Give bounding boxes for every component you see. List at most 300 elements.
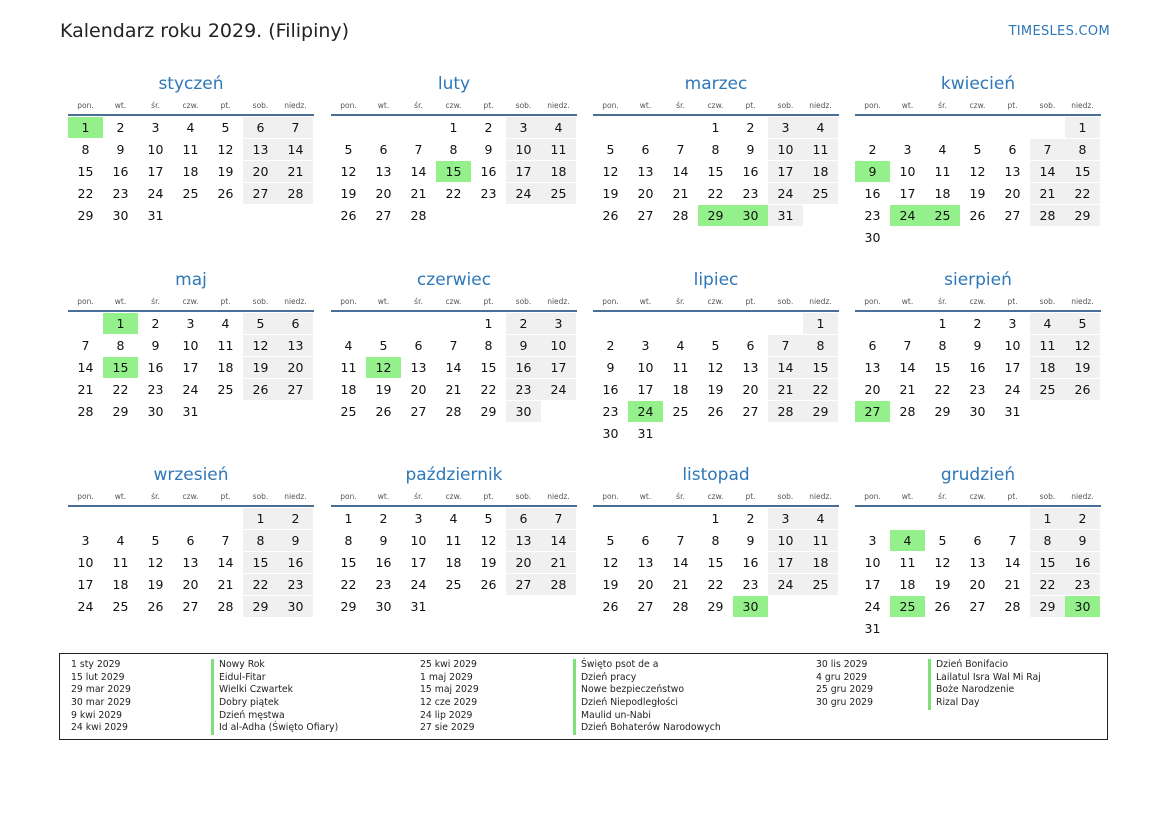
legend-holiday-name: Lailatul Isra Wal Mi Raj	[928, 672, 1041, 685]
day-cell: 16	[742, 555, 759, 570]
empty-day-cell	[803, 596, 838, 617]
day-cell: 19	[602, 186, 619, 201]
holiday-day-cell: 1	[103, 313, 138, 334]
day-cell: 6	[1008, 142, 1017, 157]
week-row	[855, 508, 1101, 529]
day-cell: 1	[484, 316, 493, 331]
empty-day-cell	[890, 117, 925, 138]
weekday-label: sob.	[777, 101, 794, 110]
weekday-label: wt.	[114, 101, 127, 110]
empty-day-cell	[890, 227, 925, 248]
day-cell: 9	[746, 533, 755, 548]
day-cell: 22	[445, 186, 462, 201]
weekday-label: pon.	[602, 492, 619, 501]
day-cell: 3	[414, 511, 423, 526]
weekday-header	[855, 295, 1101, 312]
empty-day-cell	[68, 508, 103, 529]
day-cell: 3	[541, 313, 576, 334]
day-cell: 20	[637, 577, 654, 592]
empty-day-cell	[471, 596, 506, 617]
day-cell: 26	[147, 599, 164, 614]
day-cell: 4	[449, 511, 458, 526]
day-cell: 5	[938, 533, 947, 548]
weekday-label: wt.	[114, 297, 127, 306]
day-cell: 27	[278, 379, 313, 400]
weekday-header	[68, 295, 314, 312]
holiday-day-cell: 25	[890, 596, 925, 617]
day-cell: 13	[182, 555, 199, 570]
empty-day-cell	[1030, 227, 1065, 248]
day-cell: 17	[147, 164, 164, 179]
day-cell: 15	[243, 552, 278, 573]
empty-day-cell	[593, 508, 628, 529]
day-cell: 21	[278, 161, 313, 182]
day-cell: 21	[217, 577, 234, 592]
weekday-label: śr.	[938, 492, 947, 501]
day-cell: 23	[742, 186, 759, 201]
day-cell: 3	[768, 508, 803, 529]
holiday-day-cell: 15	[103, 357, 138, 378]
day-cell: 15	[707, 555, 724, 570]
day-cell: 24	[147, 186, 164, 201]
weekday-label: czw.	[445, 297, 462, 306]
empty-day-cell	[366, 117, 401, 138]
day-cell: 25	[182, 186, 199, 201]
day-cell: 6	[379, 142, 388, 157]
week-row	[331, 357, 577, 378]
day-cell: 27	[969, 599, 986, 614]
legend-holiday-name: Id al-Adha (Święto Ofiary)	[211, 722, 338, 735]
day-cell: 9	[116, 142, 125, 157]
day-cell: 30	[602, 426, 619, 441]
weekday-label: wt.	[639, 492, 652, 501]
day-cell: 10	[1004, 338, 1021, 353]
legend-date: 1 maj 2029	[420, 671, 473, 683]
day-cell: 26	[969, 208, 986, 223]
day-cell: 18	[541, 161, 576, 182]
empty-day-cell	[733, 423, 768, 444]
day-cell: 13	[1004, 164, 1021, 179]
weekday-label: niedz.	[284, 297, 307, 306]
legend-date: 4 gru 2029	[816, 671, 868, 683]
day-cell: 19	[243, 357, 278, 378]
empty-day-cell	[541, 401, 576, 422]
empty-day-cell	[471, 205, 506, 226]
day-cell: 4	[116, 533, 125, 548]
empty-day-cell	[663, 117, 698, 138]
empty-day-cell	[331, 313, 366, 334]
day-cell: 8	[711, 142, 720, 157]
day-cell: 8	[803, 335, 838, 356]
day-cell: 25	[803, 183, 838, 204]
day-cell: 23	[506, 379, 541, 400]
day-cell: 13	[637, 555, 654, 570]
weekday-label: śr.	[151, 101, 160, 110]
day-cell: 16	[375, 555, 392, 570]
empty-day-cell	[628, 117, 663, 138]
empty-day-cell	[925, 618, 960, 639]
empty-day-cell	[506, 205, 541, 226]
day-cell: 2	[1065, 508, 1100, 529]
weekday-label: czw.	[707, 297, 724, 306]
day-cell: 28	[899, 404, 916, 419]
weekday-label: pon.	[864, 101, 881, 110]
day-cell: 12	[340, 164, 357, 179]
day-cell: 13	[506, 530, 541, 551]
empty-day-cell	[208, 401, 243, 422]
day-cell: 30	[506, 401, 541, 422]
week-row	[331, 139, 577, 160]
weekday-label: niedz.	[547, 297, 570, 306]
day-cell: 17	[77, 577, 94, 592]
weekday-header	[593, 490, 839, 507]
empty-day-cell	[401, 313, 436, 334]
empty-day-cell	[436, 205, 471, 226]
month-title: czerwiec	[416, 270, 492, 290]
day-cell: 9	[278, 530, 313, 551]
day-cell: 20	[182, 577, 199, 592]
empty-day-cell	[436, 596, 471, 617]
day-cell: 13	[243, 139, 278, 160]
empty-day-cell	[278, 401, 313, 422]
day-cell: 7	[278, 117, 313, 138]
day-cell: 3	[768, 117, 803, 138]
day-cell: 7	[449, 338, 458, 353]
weekday-label: czw.	[182, 297, 199, 306]
day-cell: 12	[602, 555, 619, 570]
day-cell: 13	[410, 360, 427, 375]
empty-day-cell	[663, 313, 698, 334]
week-row	[331, 401, 577, 422]
weekday-label: pt.	[483, 492, 494, 501]
weekday-label: sob.	[777, 492, 794, 501]
month-calendar	[855, 268, 1101, 422]
week-row	[593, 205, 839, 226]
day-cell: 18	[803, 161, 838, 182]
month-calendar	[68, 72, 314, 226]
week-row	[331, 313, 577, 334]
day-cell: 12	[480, 533, 497, 548]
day-cell: 18	[934, 186, 951, 201]
weekday-label: pon.	[77, 101, 94, 110]
empty-day-cell	[1065, 618, 1100, 639]
legend-date: 1 sty 2029	[71, 659, 121, 670]
week-row	[593, 596, 839, 617]
empty-day-cell	[995, 117, 1030, 138]
empty-day-cell	[698, 313, 733, 334]
day-cell: 2	[973, 316, 982, 331]
day-cell: 1	[1065, 117, 1100, 138]
day-cell: 11	[445, 533, 462, 548]
day-cell: 31	[864, 621, 881, 636]
weekday-label: sob.	[252, 101, 269, 110]
weekday-label: wt.	[377, 297, 390, 306]
day-cell: 14	[541, 530, 576, 551]
day-cell: 29	[340, 599, 357, 614]
day-cell: 16	[602, 382, 619, 397]
legend-dates-col-1	[71, 659, 131, 735]
day-cell: 25	[340, 404, 357, 419]
day-cell: 1	[449, 120, 458, 135]
legend-holiday-name: Dzień męstwa	[211, 710, 338, 723]
week-row	[593, 335, 839, 356]
day-cell: 17	[541, 357, 576, 378]
day-cell: 24	[768, 574, 803, 595]
day-cell: 28	[1004, 599, 1021, 614]
empty-day-cell	[768, 423, 803, 444]
day-cell: 28	[410, 208, 427, 223]
weekday-label: pt.	[745, 101, 756, 110]
week-row	[855, 379, 1101, 400]
day-cell: 14	[77, 360, 94, 375]
day-cell: 15	[803, 357, 838, 378]
day-cell: 13	[375, 164, 392, 179]
week-row	[331, 574, 577, 595]
day-cell: 2	[379, 511, 388, 526]
day-cell: 8	[938, 338, 947, 353]
day-cell: 17	[768, 552, 803, 573]
day-cell: 12	[969, 164, 986, 179]
day-cell: 18	[340, 382, 357, 397]
empty-day-cell	[960, 117, 995, 138]
day-cell: 23	[480, 186, 497, 201]
week-row	[855, 357, 1101, 378]
day-cell: 29	[243, 596, 278, 617]
day-cell: 21	[672, 186, 689, 201]
month-title: kwiecień	[940, 74, 1016, 94]
day-cell: 11	[340, 360, 357, 375]
day-cell: 2	[116, 120, 125, 135]
day-cell: 20	[742, 382, 759, 397]
weekday-label: pt.	[1007, 492, 1018, 501]
empty-day-cell	[1030, 618, 1065, 639]
day-cell: 2	[746, 511, 755, 526]
month-calendar	[855, 72, 1101, 248]
weekday-header	[855, 490, 1101, 507]
day-cell: 6	[641, 533, 650, 548]
week-row	[68, 508, 314, 529]
day-cell: 20	[243, 161, 278, 182]
weekday-label: pt.	[1007, 297, 1018, 306]
day-cell: 11	[803, 530, 838, 551]
empty-day-cell	[506, 596, 541, 617]
day-cell: 28	[541, 574, 576, 595]
weekday-label: pon.	[340, 492, 357, 501]
month-title: październik	[405, 465, 503, 485]
day-cell: 5	[606, 533, 615, 548]
day-cell: 20	[375, 186, 392, 201]
week-row	[593, 313, 839, 334]
day-cell: 19	[340, 186, 357, 201]
day-cell: 5	[1065, 313, 1100, 334]
empty-day-cell	[768, 596, 803, 617]
day-cell: 14	[672, 164, 689, 179]
day-cell: 8	[484, 338, 493, 353]
day-cell: 4	[803, 117, 838, 138]
weekday-label: wt.	[639, 101, 652, 110]
day-cell: 30	[969, 404, 986, 419]
holiday-day-cell: 30	[733, 596, 768, 617]
weekday-label: niedz.	[809, 297, 832, 306]
day-cell: 3	[186, 316, 195, 331]
brand-link[interactable]: TIMESLES.COM	[1008, 24, 1110, 39]
day-cell: 17	[182, 360, 199, 375]
weekday-label: wt.	[901, 492, 914, 501]
day-cell: 14	[445, 360, 462, 375]
day-cell: 9	[606, 360, 615, 375]
day-cell: 10	[637, 360, 654, 375]
empty-day-cell	[243, 205, 278, 226]
weekday-label: śr.	[151, 297, 160, 306]
day-cell: 6	[414, 338, 423, 353]
day-cell: 12	[1065, 335, 1100, 356]
empty-day-cell	[855, 117, 890, 138]
day-cell: 23	[112, 186, 129, 201]
day-cell: 10	[864, 555, 881, 570]
day-cell: 25	[1030, 379, 1065, 400]
day-cell: 18	[217, 360, 234, 375]
day-cell: 17	[768, 161, 803, 182]
day-cell: 11	[803, 139, 838, 160]
day-cell: 22	[707, 577, 724, 592]
empty-day-cell	[960, 227, 995, 248]
weekday-label: wt.	[377, 101, 390, 110]
empty-day-cell	[366, 313, 401, 334]
empty-day-cell	[925, 117, 960, 138]
day-cell: 11	[1030, 335, 1065, 356]
day-cell: 24	[541, 379, 576, 400]
legend-holiday-name: Maulid un-Nabi	[573, 710, 721, 723]
day-cell: 28	[672, 208, 689, 223]
weekday-label: wt.	[639, 297, 652, 306]
day-cell: 29	[934, 404, 951, 419]
month-calendar	[593, 72, 839, 226]
day-cell: 22	[803, 379, 838, 400]
weekday-label: pon.	[77, 297, 94, 306]
day-cell: 17	[1004, 360, 1021, 375]
holiday-day-cell: 27	[855, 401, 890, 422]
weekday-label: sob.	[515, 297, 532, 306]
empty-day-cell	[733, 313, 768, 334]
day-cell: 22	[934, 382, 951, 397]
empty-day-cell	[803, 423, 838, 444]
day-cell: 11	[541, 139, 576, 160]
day-cell: 8	[1030, 530, 1065, 551]
day-cell: 2	[278, 508, 313, 529]
empty-day-cell	[925, 508, 960, 529]
weekday-header	[331, 99, 577, 116]
day-cell: 31	[147, 208, 164, 223]
week-row	[68, 313, 314, 334]
weekday-label: pon.	[602, 101, 619, 110]
holiday-day-cell: 4	[890, 530, 925, 551]
week-row	[68, 379, 314, 400]
day-cell: 14	[410, 164, 427, 179]
weekday-label: wt.	[377, 492, 390, 501]
legend-holiday-name: Dzień Bonifacio	[928, 659, 1041, 672]
week-row	[593, 183, 839, 204]
week-row	[593, 161, 839, 182]
weekday-label: pt.	[745, 297, 756, 306]
weekday-header	[331, 490, 577, 507]
day-cell: 14	[672, 555, 689, 570]
day-cell: 28	[217, 599, 234, 614]
day-cell: 9	[746, 142, 755, 157]
day-cell: 14	[768, 357, 803, 378]
day-cell: 10	[77, 555, 94, 570]
day-cell: 24	[506, 183, 541, 204]
day-cell: 11	[672, 360, 689, 375]
day-cell: 12	[602, 164, 619, 179]
day-cell: 27	[375, 208, 392, 223]
weekday-label: czw.	[969, 297, 986, 306]
day-cell: 7	[221, 533, 230, 548]
weekday-label: czw.	[969, 101, 986, 110]
day-cell: 26	[340, 208, 357, 223]
day-cell: 25	[217, 382, 234, 397]
week-row	[593, 508, 839, 529]
week-row	[68, 117, 314, 138]
day-cell: 28	[445, 404, 462, 419]
month-calendar	[68, 268, 314, 422]
legend-date: 15 maj 2029	[420, 684, 479, 696]
weekday-label: pon.	[340, 101, 357, 110]
week-row	[855, 618, 1101, 639]
week-row	[68, 530, 314, 551]
day-cell: 26	[602, 599, 619, 614]
day-cell: 26	[375, 404, 392, 419]
month-title: listopad	[682, 465, 750, 485]
holiday-day-cell: 15	[436, 161, 471, 182]
week-row	[593, 530, 839, 551]
empty-day-cell	[960, 508, 995, 529]
weekday-label: niedz.	[809, 492, 832, 501]
day-cell: 14	[278, 139, 313, 160]
day-cell: 10	[541, 335, 576, 356]
legend-date: 27 sie 2029	[420, 722, 475, 734]
week-row	[68, 552, 314, 573]
empty-day-cell	[1065, 227, 1100, 248]
day-cell: 12	[243, 335, 278, 356]
day-cell: 27	[637, 208, 654, 223]
month-title: marzec	[684, 74, 748, 94]
day-cell: 16	[480, 164, 497, 179]
empty-day-cell	[855, 508, 890, 529]
empty-day-cell	[68, 313, 103, 334]
day-cell: 16	[969, 360, 986, 375]
day-cell: 3	[506, 117, 541, 138]
weekday-label: czw.	[969, 492, 986, 501]
week-row	[593, 401, 839, 422]
day-cell: 2	[484, 120, 493, 135]
day-cell: 16	[742, 164, 759, 179]
month-title: maj	[175, 270, 207, 290]
day-cell: 1	[243, 508, 278, 529]
day-cell: 29	[77, 208, 94, 223]
day-cell: 7	[676, 533, 685, 548]
holiday-day-cell: 30	[733, 205, 768, 226]
weekday-label: sob.	[252, 492, 269, 501]
month-calendar	[855, 463, 1101, 639]
day-cell: 4	[938, 142, 947, 157]
day-cell: 18	[112, 577, 129, 592]
week-row	[855, 596, 1101, 617]
weekday-label: czw.	[707, 101, 724, 110]
day-cell: 29	[1030, 596, 1065, 617]
day-cell: 4	[344, 338, 353, 353]
weekday-label: pt.	[220, 492, 231, 501]
day-cell: 16	[1065, 552, 1100, 573]
